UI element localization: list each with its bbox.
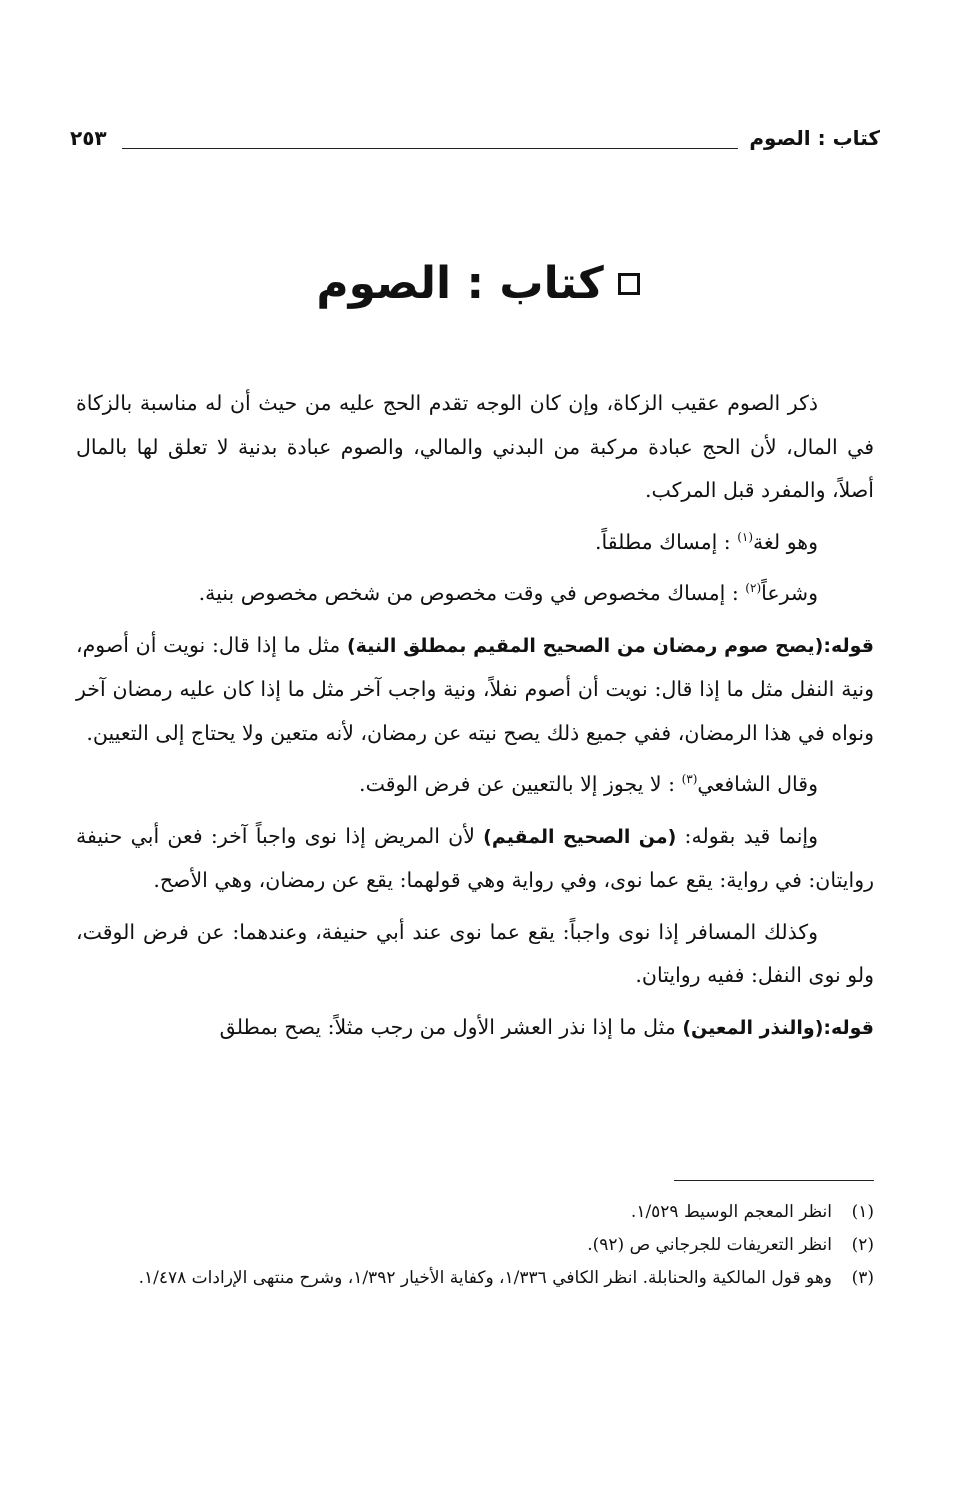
quoted-matn: (والنذر المعين) bbox=[682, 1016, 824, 1039]
paragraph-text: ذكر الصوم عقيب الزكاة، وإن كان الوجه تقدم الحج عليه من حيث أن له مناسبة بالزكاة في المال، لأن الحج عبادة مركبة من البدني والمالي، والصوم عبادة بدنية لا تعلق لها بالمال أصلاً، والمفرد قبل المركب. bbox=[76, 391, 874, 502]
paragraph-text: مثل ما إذا نذر العشر الأول من رجب مثلاً: يصح بمطلق bbox=[219, 1014, 683, 1039]
paragraph-text: : إمساك مطلقاً. bbox=[594, 529, 738, 554]
paragraph-restriction bbox=[76, 815, 874, 903]
running-header-chapter: كتاب : الصوم bbox=[749, 126, 880, 150]
footnote-ref: (٣) bbox=[681, 772, 698, 787]
paragraph-qawluh-ramadan bbox=[76, 624, 874, 756]
body-text bbox=[76, 382, 874, 1058]
paragraph-text: مثل ما إذا قال: نويت أن أصوم، ونية النفل مثل ما إذا قال: نويت أن أصوم نفلاً، ونية واجب آخر مثل ما إذا كان عليه رمضان آخر ونواه في هذا الرمضان، ففي جميع ذلك يصح نيته عن رمضان، لأنه متعين ولا يحتاج إلى التعيين. bbox=[76, 632, 874, 745]
paragraph-shafii bbox=[76, 763, 874, 807]
footnote-number: (١) bbox=[851, 1202, 874, 1222]
footnote-1 bbox=[76, 1196, 874, 1229]
chapter-title bbox=[316, 258, 639, 309]
paragraph-text: وإنما قيد بقوله: bbox=[676, 823, 818, 848]
page-number: ٢٥٣ bbox=[70, 126, 107, 150]
paragraph-qawluh-nadhr bbox=[76, 1006, 874, 1051]
footnote-number: (٣) bbox=[851, 1268, 874, 1288]
running-header bbox=[70, 124, 880, 160]
footnote-3 bbox=[76, 1262, 874, 1295]
paragraph-text: وشرعاً bbox=[761, 581, 818, 605]
footnote-text: وهو قول المالكية والحنابلة. انظر الكافي ١/٣٣٦، وكفاية الأخيار ١/٣٩٢، وشرح منتهى الإرادات ١/٤٧٨. bbox=[138, 1268, 832, 1288]
quoted-matn: (من الصحيح المقيم) bbox=[483, 825, 677, 848]
paragraph-text: لأن المريض إذا نوى واجباً آخر: فعن أبي حنيفة روايتان: في رواية: يقع عما نوى، وفي رواية وهي قولهما: يقع عن رمضان، وهي الأصح. bbox=[76, 823, 874, 892]
paragraph-linguistic-definition bbox=[76, 521, 874, 565]
paragraph-text: وهو لغة bbox=[753, 529, 818, 554]
footnote-2 bbox=[76, 1229, 874, 1262]
square-bullet-icon bbox=[618, 273, 640, 295]
footnote-number: (٢) bbox=[851, 1235, 874, 1255]
qawluh-label: قوله: bbox=[823, 1016, 874, 1039]
paragraph-text: : إمساك مخصوص في وقت مخصوص من شخص مخصوص بنية. bbox=[198, 581, 746, 605]
header-rule bbox=[122, 148, 738, 149]
quoted-matn: (يصح صوم رمضان من الصحيح المقيم بمطلق النية) bbox=[346, 634, 824, 657]
paragraph-traveler bbox=[76, 911, 874, 998]
footnote-ref: (٢) bbox=[745, 581, 762, 596]
chapter-title-block bbox=[0, 258, 956, 309]
footnote-text: انظر المعجم الوسيط ١/٥٢٩. bbox=[630, 1202, 832, 1222]
footnote-text: انظر التعريفات للجرجاني ص (٩٢). bbox=[587, 1235, 832, 1255]
footnote-separator bbox=[674, 1180, 874, 1181]
footnote-ref: (١) bbox=[737, 529, 754, 544]
footnotes bbox=[76, 1196, 874, 1295]
paragraph-legal-definition bbox=[76, 572, 874, 616]
qawluh-label: قوله: bbox=[823, 634, 874, 657]
paragraph-text: : لا يجوز إلا بالتعيين عن فرض الوقت. bbox=[359, 772, 682, 796]
paragraph-text: وكذلك المسافر إذا نوى واجباً: يقع عما نوى عند أبي حنيفة، وعندهما: عن فرض الوقت، ولو نوى النفل: ففيه روايتان. bbox=[76, 919, 874, 987]
paragraph-text: وقال الشافعي bbox=[697, 772, 818, 796]
chapter-title-text: كتاب : الصوم bbox=[316, 258, 604, 309]
paragraph-intro bbox=[76, 382, 874, 513]
